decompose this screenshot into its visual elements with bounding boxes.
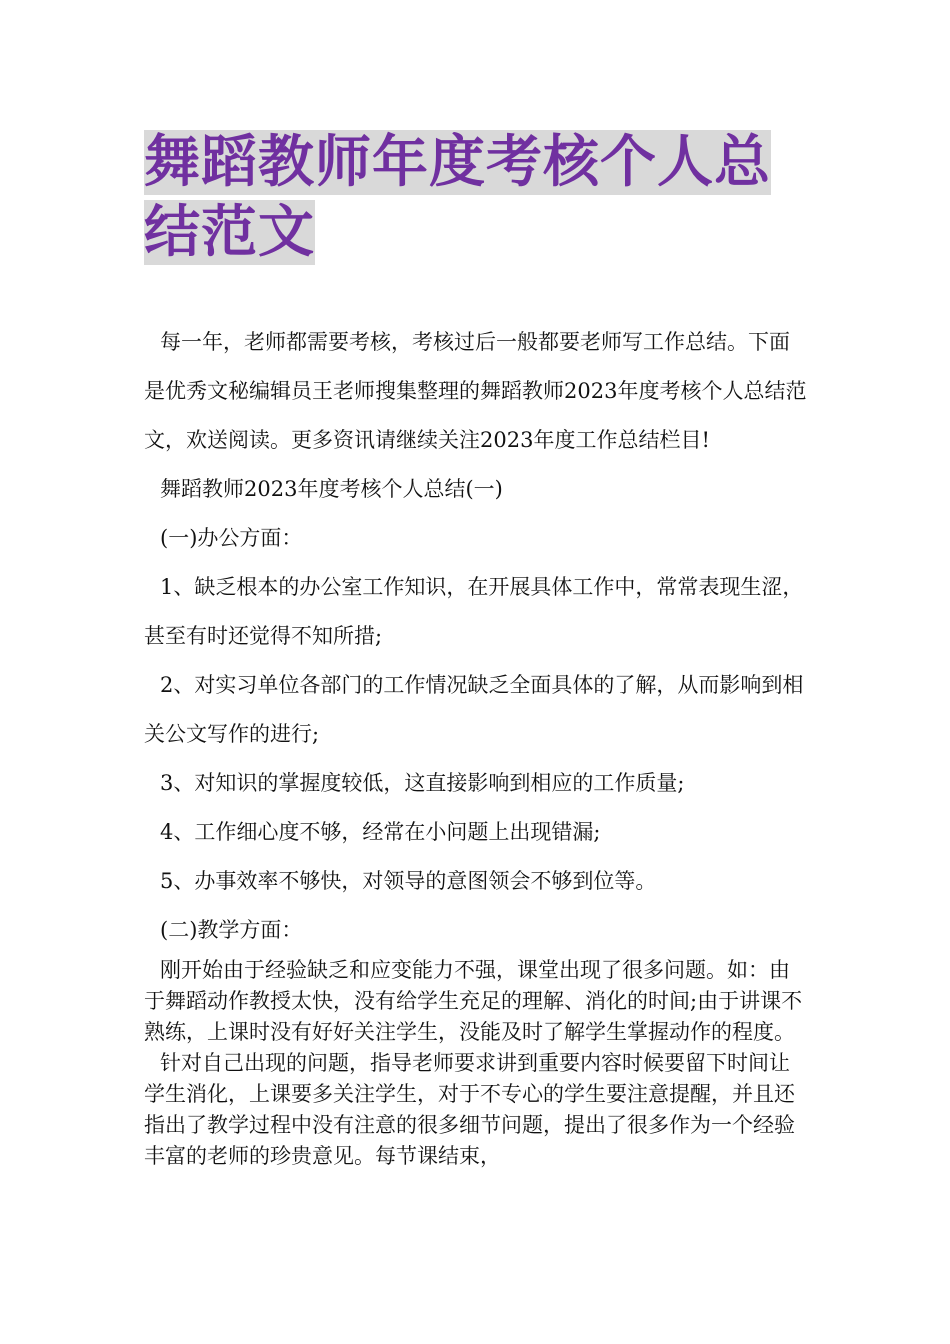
title-text: 舞蹈教师年度考核个人总结范文 [144, 130, 771, 265]
list-item-5: 5、办事效率不够快，对领导的意图领会不够到位等。 [160, 869, 657, 893]
list-item-2: 2、对实习单位各部门的工作情况缺乏全面具体的了解，从而影响到相关公文写作的进行; [144, 673, 804, 746]
list-item-3: 3、对知识的掌握度较低，这直接影响到相应的工作质量; [160, 771, 685, 795]
paragraph-subtitle: 舞蹈教师2023年度考核个人总结(一) [160, 477, 503, 501]
list-item-4: 4、工作细心度不够，经常在小问题上出现错漏; [160, 820, 601, 844]
document-body [144, 318, 808, 1172]
list-item-1: 1、缺乏根本的办公室工作知识，在开展具体工作中，常常表现生涩，甚至有时还觉得不知所措; [144, 575, 804, 648]
paragraph-intro: 每一年，老师都需要考核，考核过后一般都要老师写工作总结。下面是优秀文秘编辑员王老师搜集整理的舞蹈教师2023年度考核个人总结范文，欢送阅读。更多资讯请继续关注2023年度工作总结栏目! [144, 330, 807, 452]
paragraph-teaching-problems: 刚开始由于经验缺乏和应变能力不强，课堂出现了很多问题。如：由于舞蹈动作教授太快，没有给学生充足的理解、消化的时间;由于讲课不熟练，上课时没有好好关注学生，没能及时了解学生掌握动作的程度。 [144, 958, 803, 1044]
paragraph-teaching-feedback: 针对自己出现的问题，指导老师要求讲到重要内容时候要留下时间让学生消化，上课要多关注学生，对于不专心的学生要注意提醒，并且还指出了教学过程中没有注意的很多细节问题，提出了很多作为一个经验丰富的老师的珍贵意见。每节课结束， [144, 1051, 795, 1168]
section-heading-office: (一)办公方面： [160, 526, 303, 550]
document-title [144, 128, 824, 268]
section-heading-teaching: (二)教学方面： [160, 918, 303, 942]
